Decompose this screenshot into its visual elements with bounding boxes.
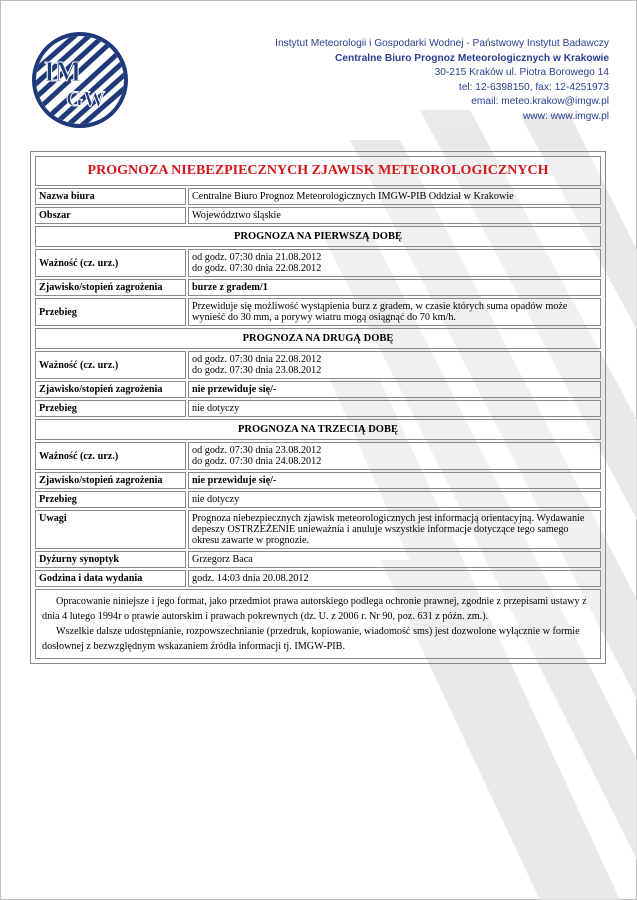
day1-course-row bbox=[35, 298, 601, 326]
day3-phenomenon-value: nie przewiduje się/- bbox=[188, 472, 601, 489]
day3-course-value: nie dotyczy bbox=[188, 491, 601, 508]
website[interactable]: www: www.imgw.pl bbox=[522, 110, 609, 122]
issued-value: godz. 14:03 dnia 20.08.2012 bbox=[188, 570, 601, 587]
copyright-paragraph-2: Wszelkie dalsze udostępnianie, rozpowszechnianie (przedruk, kopiowanie, wiadomość sms) jest dozwolone wyłącznie w formie dosłownej z bezwzględnym wskazaniem źródła informacji tj. IMGW-PIB. bbox=[42, 626, 580, 652]
copyright-notice bbox=[35, 589, 601, 659]
forecaster-value: Grzegorz Baca bbox=[188, 551, 601, 568]
phone-fax: tel: 12-6398150, fax: 12-4251973 bbox=[458, 81, 609, 93]
day1-phenomenon-label: Zjawisko/stopień zagrożenia bbox=[35, 279, 186, 296]
area-value: Województwo śląskie bbox=[188, 207, 601, 224]
letterhead bbox=[0, 0, 637, 140]
day1-validity-value bbox=[188, 249, 601, 277]
day2-validity-value bbox=[188, 351, 601, 379]
day2-heading-row bbox=[35, 328, 601, 349]
day1-validity-to: do godz. 07:30 dnia 22.08.2012 bbox=[192, 263, 322, 274]
day2-phenomenon-value: nie przewiduje się/- bbox=[188, 381, 601, 398]
org-name: Instytut Meteorologii i Gospodarki Wodnej - Państwowy Instytut Badawczy bbox=[275, 38, 609, 49]
address: 30-215 Kraków ul. Piotra Borowego 14 bbox=[434, 67, 609, 78]
area-label: Obszar bbox=[35, 207, 186, 224]
day1-phenomenon-row bbox=[35, 279, 601, 296]
day1-course-value: Przewiduje się możliwość wystąpienia burz z gradem, w czasie których suma opadów może wynieść do 30 mm, a porywy wiatru mogą osiągnąć do 70 km/h. bbox=[188, 298, 601, 326]
day3-phenomenon-label: Zjawisko/stopień zagrożenia bbox=[35, 472, 186, 489]
forecaster-row bbox=[35, 551, 601, 568]
day2-phenomenon-row bbox=[35, 381, 601, 398]
day3-course-row bbox=[35, 491, 601, 508]
day3-validity-value bbox=[188, 442, 601, 470]
day2-course-row bbox=[35, 400, 601, 417]
day3-validity-row bbox=[35, 442, 601, 470]
day1-validity-from: od godz. 07:30 dnia 21.08.2012 bbox=[192, 252, 322, 263]
day2-heading: PROGNOZA NA DRUGĄ DOBĘ bbox=[35, 328, 601, 349]
day3-heading: PROGNOZA NA TRZECIĄ DOBĘ bbox=[35, 419, 601, 440]
day2-validity-to: do godz. 07:30 dnia 23.08.2012 bbox=[192, 365, 322, 376]
notes-value: Prognoza niebezpiecznych zjawisk meteorologicznych jest informacją orientacyjną. Wydawanie depeszy OSTRZEŻENIE unieważnia i anuluje wszystkie informacje dotyczące tego samego okresu zawarte w prognozie. bbox=[188, 510, 601, 549]
title-row bbox=[35, 156, 601, 186]
area-row bbox=[35, 207, 601, 224]
day3-phenomenon-row bbox=[35, 472, 601, 489]
day1-heading-row bbox=[35, 226, 601, 247]
office-label: Nazwa biura bbox=[35, 188, 186, 205]
office-row bbox=[35, 188, 601, 205]
day3-validity-to: do godz. 07:30 dnia 24.08.2012 bbox=[192, 456, 322, 467]
office-name: Centralne Biuro Prognoz Meteorologicznych w Krakowie bbox=[335, 52, 609, 64]
logo-text-bottom: GW bbox=[66, 86, 106, 111]
email[interactable]: email: meteo.krakow@imgw.pl bbox=[471, 96, 609, 107]
copyright-paragraph-1: Opracowanie niniejsze i jego format, jako przedmiot prawa autorskiego podlega ochronie prawnej, zgodnie z przepisami ustawy z dnia 4 lutego 1994r o prawie autorskim i prawach pokrewnych (dz. U. z 2006 r. Nr 90, poz. 631 z późn. zm.). bbox=[42, 596, 587, 622]
imgw-logo bbox=[30, 30, 130, 130]
day2-phenomenon-label: Zjawisko/stopień zagrożenia bbox=[35, 381, 186, 398]
issued-label: Godzina i data wydania bbox=[35, 570, 186, 587]
forecaster-label: Dyżurny synoptyk bbox=[35, 551, 186, 568]
day3-validity-from: od godz. 07:30 dnia 23.08.2012 bbox=[192, 445, 322, 456]
day2-course-value: nie dotyczy bbox=[188, 400, 601, 417]
forecast-document bbox=[30, 151, 606, 664]
copyright-row bbox=[35, 589, 601, 659]
forecast-table bbox=[33, 154, 603, 661]
logo-text-top: IM bbox=[44, 57, 82, 88]
issued-row bbox=[35, 570, 601, 587]
contact-block bbox=[275, 37, 609, 124]
day1-heading: PROGNOZA NA PIERWSZĄ DOBĘ bbox=[35, 226, 601, 247]
day1-phenomenon-value: burze z gradem/1 bbox=[188, 279, 601, 296]
day1-validity-label: Ważność (cz. urz.) bbox=[35, 249, 186, 277]
day1-course-label: Przebieg bbox=[35, 298, 186, 326]
day3-validity-label: Ważność (cz. urz.) bbox=[35, 442, 186, 470]
day3-course-label: Przebieg bbox=[35, 491, 186, 508]
office-value: Centralne Biuro Prognoz Meteorologicznych IMGW-PIB Oddział w Krakowie bbox=[188, 188, 601, 205]
day3-heading-row bbox=[35, 419, 601, 440]
day2-validity-row bbox=[35, 351, 601, 379]
notes-row bbox=[35, 510, 601, 549]
day1-validity-row bbox=[35, 249, 601, 277]
document-title: PROGNOZA NIEBEZPIECZNYCH ZJAWISK METEOROLOGICZNYCH bbox=[35, 156, 601, 186]
day2-validity-from: od godz. 07:30 dnia 22.08.2012 bbox=[192, 354, 322, 365]
day2-course-label: Przebieg bbox=[35, 400, 186, 417]
notes-label: Uwagi bbox=[35, 510, 186, 549]
day2-validity-label: Ważność (cz. urz.) bbox=[35, 351, 186, 379]
